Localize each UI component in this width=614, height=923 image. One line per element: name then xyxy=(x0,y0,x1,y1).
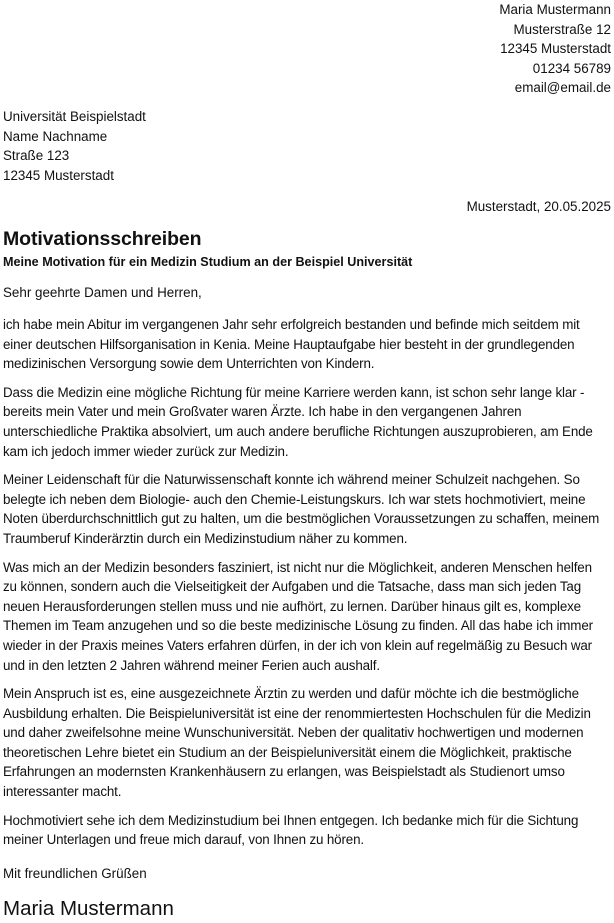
body-paragraph: Mein Anspruch ist es, eine ausgezeichnete Ärztin zu werden und dafür möchte ich die bestmögliche Ausbildung erhalten. Die Beispieluniversität ist eine der renommiertesten Hochschulen für die Medizin und daher zweifelsohne meine Wunschuniversität. Neben der qualitativ hochwertigen und modernen theoretischen Lehre bietet ein Studium an der Beispieluniversität einem die Möglichkeit, praktische Erfahrungen an modernsten Krankenhäusern zu erlangen, was Beispielstadt als Studienort umso interessanter macht. xyxy=(3,686,591,800)
letter-date: Musterstadt, 20.05.2025 xyxy=(466,199,611,214)
body-paragraph: Hochmotiviert sehe ich dem Medizinstudium bei Ihnen entgegen. Ich bedanke mich für die Sichtung meiner Unterlagen und freue mich darauf, von Ihnen zu hören. xyxy=(3,812,579,848)
recipient-institution: Universität Beispielstadt xyxy=(3,109,146,124)
body-paragraph: Meiner Leidenschaft für die Naturwissenschaft konnte ich während meiner Schulzeit nachgehen. So belegte ich neben dem Biologie- auch den Chemie-Leistungskurs. Ich war stets hochmotiviert, meine Noten überdurchschnittlich gut zu halten, um die bestmöglichen Voraussetzungen zu schaffen, meinem Traumberuf Kinderärztin durch ein Medizinstudium näher zu kommen. xyxy=(3,472,600,546)
closing-phrase: Mit freundlichen Grüßen xyxy=(3,866,147,881)
signature: Maria Mustermann xyxy=(3,897,174,920)
sender-address xyxy=(499,0,611,98)
recipient-city: 12345 Musterstadt xyxy=(3,167,114,183)
sender-street: Musterstraße 12 xyxy=(513,21,611,37)
letter-title: Motivationsschreiben xyxy=(3,228,202,250)
letter-body xyxy=(3,315,608,859)
body-paragraph: Dass die Medizin eine mögliche Richtung für meine Karriere werden kann, ist schon sehr lange klar - bereits mein Vater und mein Großvater waren Ärzte. Ich habe in den vergangenen Jahren unterschiedliche Praktika absolviert, um auch andere berufliche Richtungen auszuprobieren, am Ende kam ich jedoch immer wieder zurück zur Medizin. xyxy=(3,384,593,459)
body-paragraph: Was mich an der Medizin besonders fasziniert, ist nicht nur die Möglichkeit, anderen Menschen helfen zu können, sondern auch die Vielseitigkeit der Aufgaben und die Tatsache, dass man sich jeden Tag neuen Herausforderungen stellen muss und nie aufhört, zu lernen. Darüber hinaus gilt es, komplexe Themen im Team anzugehen und so die beste medizinische Lösung zu finden. All das habe ich immer wieder in der Praxis meines Vaters erfahren dürfen, in der ich von klein auf regelmäßig zu Besuch war und in den letzten 2 Jahren während meiner Ferien auch aushalf. xyxy=(3,559,593,673)
salutation: Sehr geehrte Damen und Herren, xyxy=(3,285,202,300)
sender-name: Maria Mustermann xyxy=(499,2,611,17)
sender-phone: 01234 56789 xyxy=(532,60,611,76)
recipient-contact: Name Nachname xyxy=(3,128,108,144)
sender-city: 12345 Musterstadt xyxy=(500,41,611,56)
sender-email: email@email.de xyxy=(514,80,611,95)
letter-subtitle: Meine Motivation für ein Medizin Studium an der Beispiel Universität xyxy=(3,255,413,269)
recipient-street: Straße 123 xyxy=(3,148,70,163)
recipient-address xyxy=(3,107,146,185)
body-paragraph: ich habe mein Abitur im vergangenen Jahr sehr erfolgreich bestanden und befinde mich seitdem mit einer deutschen Hilfsorganisation in Kenia. Meine Hauptaufgabe hier besteht in der grundlegenden medizinischen Versorgung sowie dem Unterrichten von Kindern. xyxy=(3,317,580,372)
